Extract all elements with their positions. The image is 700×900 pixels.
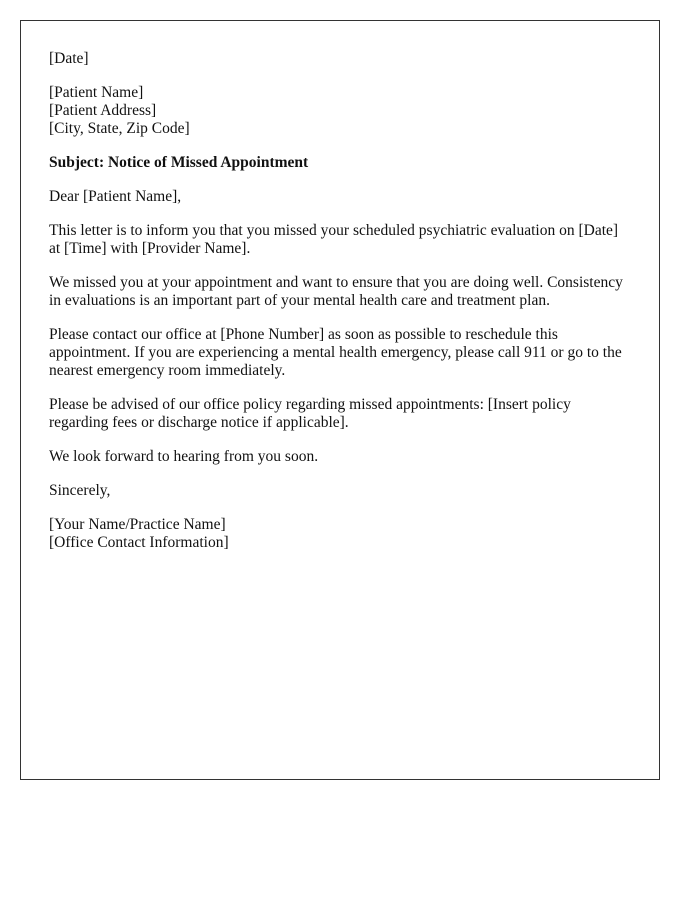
letter-subject: Subject: Notice of Missed Appointment — [49, 154, 309, 171]
body-paragraph-contact: Please contact our office at [Phone Number] as soon as possible to reschedule this appointment. If you are experiencing a mental health emergency, please call 911 or go to the nearest emergency room immediately. — [49, 326, 622, 379]
recipient-block — [49, 84, 631, 138]
recipient-address: [Patient Address] — [49, 102, 157, 119]
body-paragraph-policy: Please be advised of our office policy regarding missed appointments: [Insert policy regarding fees or discharge notice if applicable]. — [49, 396, 571, 431]
letter-document — [20, 20, 660, 780]
signature-block — [49, 516, 631, 552]
signature-contact: [Office Contact Information] — [49, 534, 229, 551]
signature-name: [Your Name/Practice Name] — [49, 516, 226, 533]
recipient-city-state-zip: [City, State, Zip Code] — [49, 120, 190, 137]
closing: Sincerely, — [49, 482, 111, 499]
body-paragraph-look-forward: We look forward to hearing from you soon. — [49, 448, 319, 465]
body-paragraph-missed-evaluation: This letter is to inform you that you missed your scheduled psychiatric evaluation on [Date] at [Time] with [Provider Name]. — [49, 222, 619, 257]
body-paragraph-wellbeing: We missed you at your appointment and want to ensure that you are doing well. Consistency in evaluations is an important part of your mental health care and treatment plan. — [49, 274, 623, 309]
salutation: Dear [Patient Name], — [49, 188, 182, 205]
recipient-name: [Patient Name] — [49, 84, 144, 101]
letter-date: [Date] — [49, 50, 89, 67]
